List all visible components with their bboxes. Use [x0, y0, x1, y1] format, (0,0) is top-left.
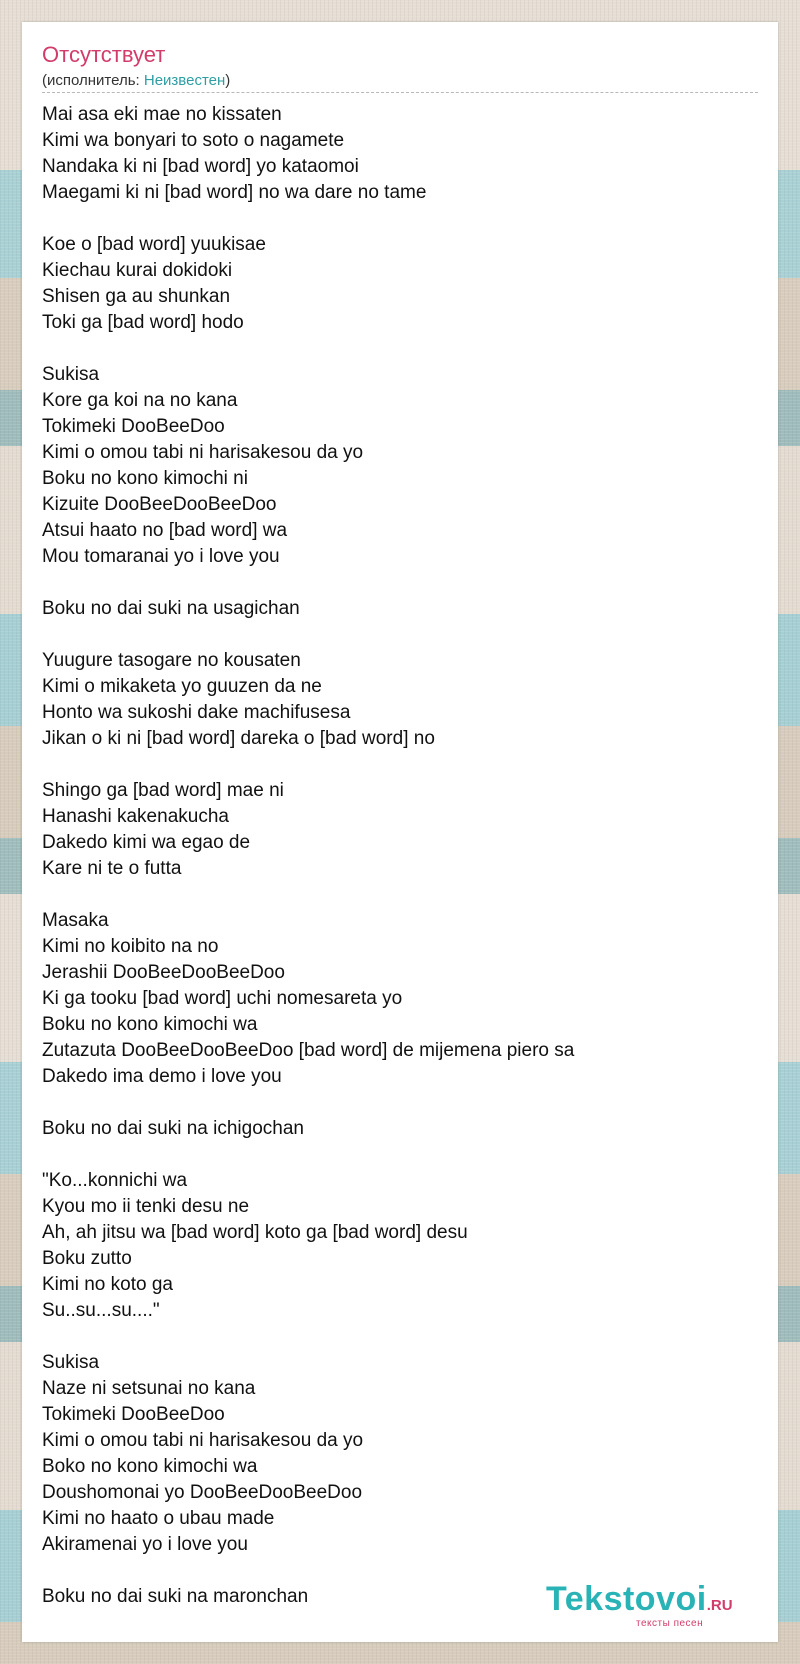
- lyric-line: Jikan o ki ni [bad word] dareka o [bad word] no: [42, 728, 435, 749]
- lyric-line: Jerashii DooBeeDooBeeDoo: [42, 962, 285, 983]
- lyric-line: Sukisa: [42, 1352, 100, 1373]
- lyric-line: Kimi o omou tabi ni harisakesou da yo: [42, 1430, 364, 1451]
- lyric-line: Akiramenai yo i love you: [42, 1534, 248, 1555]
- lyric-line: Kimi no haato o ubau made: [42, 1508, 275, 1529]
- lyric-line: Doushomonai yo DooBeeDooBeeDoo: [42, 1482, 363, 1503]
- lyric-line: Kimi no koto ga: [42, 1274, 173, 1295]
- lyric-line: Yuugure tasogare no kousaten: [42, 650, 301, 671]
- lyric-line: Koe o [bad word] yuukisae: [42, 234, 266, 255]
- lyric-line: Kizuite DooBeeDooBeeDoo: [42, 494, 277, 515]
- lyric-line: Boku zutto: [42, 1248, 132, 1269]
- lyric-line: Su..su...su....": [42, 1300, 160, 1321]
- lyric-line: Shingo ga [bad word] mae ni: [42, 780, 284, 801]
- artist-link[interactable]: Неизвестен: [143, 72, 226, 89]
- lyric-line: Boku no dai suki na maronchan: [42, 1586, 309, 1607]
- lyric-line: Mou tomaranai yo i love you: [42, 546, 280, 567]
- lyric-line: Kyou mo ii tenki desu ne: [42, 1196, 250, 1217]
- lyric-line: Boku no kono kimochi wa: [42, 1014, 258, 1035]
- lyric-line: Honto wa sukoshi dake machifusesa: [42, 702, 351, 723]
- stanza-break: [42, 882, 758, 908]
- artist-line: [42, 72, 230, 90]
- lyric-line: Kimi o omou tabi ni harisakesou da yo: [42, 442, 364, 463]
- lyric-line: Dakedo kimi wa egao de: [42, 832, 251, 853]
- lyric-line: Zutazuta DooBeeDooBeeDoo [bad word] de mijemena piero sa: [42, 1040, 575, 1061]
- stanza-break: [42, 622, 758, 648]
- stanza-break: [42, 1142, 758, 1168]
- lyric-line: Boku no kono kimochi ni: [42, 468, 248, 489]
- lyric-line: Tokimeki DooBeeDoo: [42, 1404, 225, 1425]
- lyric-line: Kore ga koi na no kana: [42, 390, 238, 411]
- lyric-line: Kiechau kurai dokidoki: [42, 260, 233, 281]
- lyric-line: Maegami ki ni [bad word] no wa dare no tame: [42, 182, 427, 203]
- lyric-line: Dakedo ima demo i love you: [42, 1066, 282, 1087]
- lyric-line: Ah, ah jitsu wa [bad word] koto ga [bad word] desu: [42, 1222, 468, 1243]
- logo-tld: .RU: [706, 1597, 733, 1614]
- lyrics-card: [22, 22, 778, 1642]
- lyric-line: Hanashi kakenakucha: [42, 806, 229, 827]
- stanza-break: [42, 1324, 758, 1350]
- lyric-line: Toki ga [bad word] hodo: [42, 312, 244, 333]
- site-logo[interactable]: [546, 1580, 733, 1629]
- artist-prefix: (исполнитель:: [42, 72, 144, 89]
- lyric-line: Naze ni setsunai no kana: [42, 1378, 256, 1399]
- stanza-break: [42, 336, 758, 362]
- lyric-line: Tokimeki DooBeeDoo: [42, 416, 225, 437]
- logo-tagline: тексты песен: [636, 1618, 704, 1629]
- lyric-line: Nandaka ki ni [bad word] yo kataomoi: [42, 156, 359, 177]
- lyric-line: Kare ni te o futta: [42, 858, 182, 879]
- lyric-line: Shisen ga au shunkan: [42, 286, 231, 307]
- lyric-line: Sukisa: [42, 364, 100, 385]
- lyric-line: Kimi no koibito na no: [42, 936, 219, 957]
- stanza-break: [42, 1090, 758, 1116]
- lyric-line: Boko no kono kimochi wa: [42, 1456, 258, 1477]
- stanza-break: [42, 570, 758, 596]
- song-title: Отсутствует: [42, 42, 166, 67]
- lyrics-body: [42, 102, 758, 1610]
- lyric-line: Kimi wa bonyari to soto o nagamete: [42, 130, 345, 151]
- lyric-line: Ki ga tooku [bad word] uchi nomesareta yo: [42, 988, 403, 1009]
- header-divider: [42, 92, 758, 93]
- lyric-line: Boku no dai suki na usagichan: [42, 598, 300, 619]
- lyric-line: Kimi o mikaketa yo guuzen da ne: [42, 676, 322, 697]
- lyric-line: Masaka: [42, 910, 109, 931]
- lyric-line: Boku no dai suki na ichigochan: [42, 1118, 304, 1139]
- artist-suffix: ): [225, 72, 231, 89]
- stanza-break: [42, 206, 758, 232]
- stanza-break: [42, 752, 758, 778]
- lyric-line: Atsui haato no [bad word] wa: [42, 520, 288, 541]
- lyric-line: "Ko...konnichi wa: [42, 1170, 188, 1191]
- logo-wordmark: Tekstovoi: [546, 1580, 707, 1618]
- lyric-line: Mai asa eki mae no kissaten: [42, 104, 282, 125]
